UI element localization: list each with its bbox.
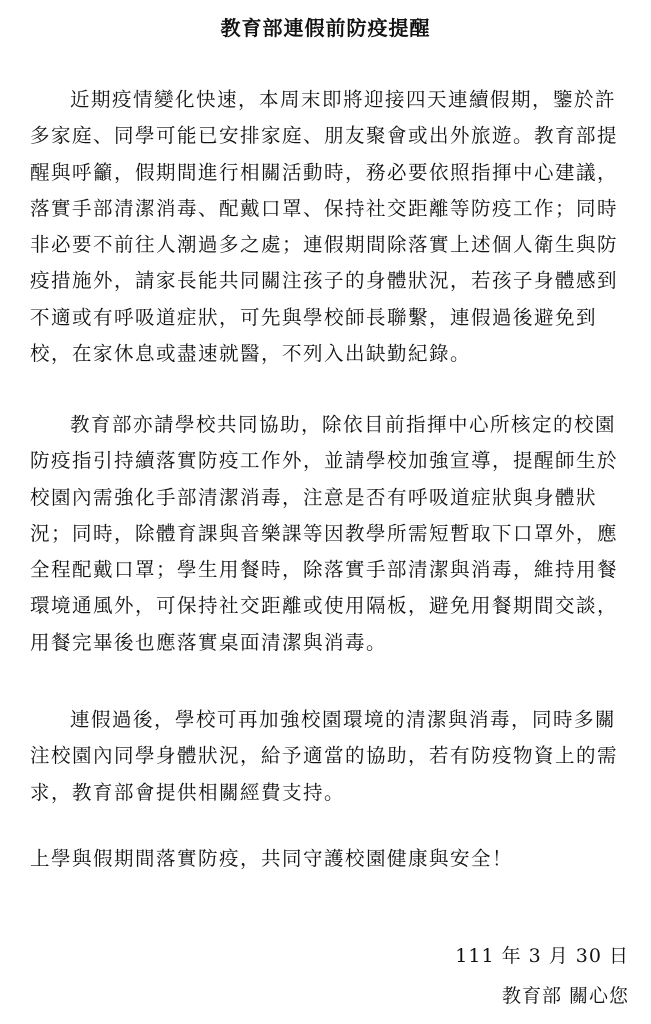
paragraph-line: 醒與呼籲，假期間進行相關活動時，務必要依照指揮中心建議，: [30, 160, 619, 184]
paragraph-line: 疫措施外，請家長能共同關注孩子的身體狀況，若孩子身體感到: [30, 269, 619, 293]
paragraph-3: [30, 702, 630, 811]
closing-line: 上學與假期間落實防疫，共同守護校園健康與安全！: [30, 847, 514, 870]
paragraph-line: 環境通風外，可保持社交距離或使用隔板，避免用餐期間交談，: [30, 594, 619, 618]
paragraph-line: 不適或有呼吸道症狀，可先與學校師長聯繫，連假過後避免到: [30, 305, 598, 329]
paragraph-line: 用餐完畢後也應落實桌面清潔與消毒。: [30, 630, 388, 654]
paragraph-line: 況；同時，除體育課與音樂課等因教學所需短暫取下口罩外，應: [30, 521, 619, 545]
paragraph-line: 教育部亦請學校共同協助，除依目前指揮中心所核定的校園: [70, 413, 617, 436]
paragraph-line: 校園內需強化手部清潔消毒，注意是否有呼吸道症狀與身體狀: [30, 485, 598, 509]
paragraph-1: [30, 82, 630, 372]
paragraph-line: 多家庭、同學可能已安排家庭、朋友聚會或出外旅遊。教育部提: [30, 124, 619, 148]
paragraph-line: 防疫指引持續落實防疫工作外，並請學校加強宣導，提醒師生於: [30, 449, 619, 473]
paragraph-line: 連假過後，學校可再加強校園環境的清潔與消毒，同時多關: [70, 708, 617, 731]
paragraph-2: [30, 407, 630, 661]
document-date: 111 年 3 月 30 日: [455, 945, 629, 967]
paragraph-line: 近期疫情變化快速，本周末即將迎接四天連續假期，鑒於許: [70, 88, 617, 111]
paragraph-line: 注校園內同學身體狀況，給予適當的協助，若有防疫物資上的需: [30, 744, 619, 768]
paragraph-line: 全程配戴口罩；學生用餐時，除落實手部清潔與消毒，維持用餐: [30, 558, 619, 582]
paragraph-line: 落實手部清潔消毒、配戴口罩、保持社交距離等防疫工作；同時: [30, 196, 619, 220]
paragraph-line: 非必要不前往人潮過多之處；連假期間除落實上述個人衛生與防: [30, 233, 619, 257]
document-title: 教育部連假前防疫提醒: [220, 16, 431, 40]
document-signature: 教育部 關心您: [501, 985, 629, 1007]
paragraph-line: 校，在家休息或盡速就醫，不列入出缺勤紀錄。: [30, 342, 472, 366]
paragraph-line: 求，教育部會提供相關經費支持。: [30, 780, 346, 804]
